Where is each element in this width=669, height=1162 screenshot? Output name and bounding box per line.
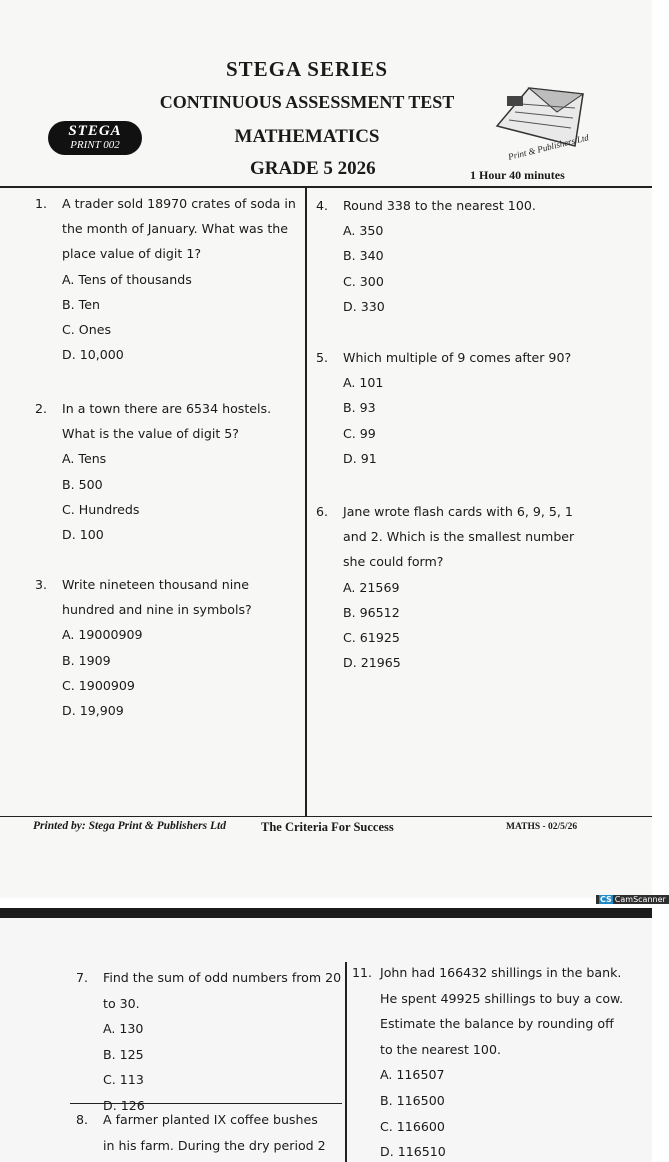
answer-option: A. 101: [343, 375, 384, 391]
question-text: the month of January. What was the: [62, 221, 288, 237]
question-text: Jane wrote flash cards with 6, 9, 5, 1: [343, 504, 573, 519]
answer-option: D. 10,000: [62, 347, 124, 363]
question-text: A trader sold 18970 crates of soda in: [62, 196, 296, 211]
svg-text:Print & Publishers Ltd: Print & Publishers Ltd: [507, 132, 590, 162]
question-text: A farmer planted IX coffee bushes: [103, 1112, 318, 1127]
question-text: John had 166432 shillings in the bank.: [380, 965, 622, 980]
answer-option: D. 91: [343, 450, 377, 466]
motto: The Criteria For Success: [261, 820, 394, 834]
question-number: 2.: [35, 401, 48, 416]
answer-option: C. 61925: [343, 630, 400, 645]
answer-option: D. 19,909: [62, 703, 124, 718]
answer-option: A. 350: [343, 223, 384, 239]
question-text: and 2. Which is the smallest number: [343, 529, 575, 545]
answer-option: A. 130: [103, 1021, 144, 1037]
question-text: to 30.: [103, 995, 140, 1011]
question-number: 1.: [35, 196, 48, 211]
question-number: 3.: [35, 577, 48, 592]
question-text: What is the value of digit 5?: [62, 426, 239, 442]
column-divider: [305, 187, 307, 817]
question-text: In a town there are 6534 hostels.: [62, 401, 272, 416]
question-text: Which multiple of 9 comes after 90?: [343, 350, 572, 365]
paper-code: MATHS - 02/5/26: [506, 822, 578, 832]
answer-option: D. 126: [103, 1098, 145, 1113]
answer-option: C. Hundreds: [62, 501, 140, 517]
question-number: 8.: [76, 1112, 89, 1127]
answer-option: D. 116510: [380, 1144, 446, 1160]
camscanner-badge: CS CamScanner: [596, 895, 669, 904]
assessment-title: CONTINUOUS ASSESSMENT TEST: [159, 92, 455, 112]
answer-option: A. 116507: [380, 1067, 445, 1083]
answer-option: B. 500: [62, 476, 103, 492]
answer-option: A. 21569: [343, 579, 400, 595]
answer-option: A. Tens of thousands: [62, 271, 192, 287]
question-number: 6.: [316, 504, 329, 519]
subject-title: MATHEMATICS: [234, 126, 380, 147]
question-text: in his farm. During the dry period 2: [103, 1137, 326, 1153]
answer-option: C. 300: [343, 273, 384, 289]
answer-option: C. 99: [343, 425, 376, 441]
printed-by: Printed by: Stega Print & Publishers Ltd: [33, 820, 226, 832]
answer-option: A. 19000909: [62, 627, 143, 643]
footer-divider: [0, 816, 652, 817]
question-number: 7.: [76, 970, 89, 985]
publisher-logo-icon: [487, 80, 591, 164]
question-text: to the nearest 100.: [380, 1041, 501, 1057]
question-text: hundred and nine in symbols?: [62, 602, 252, 618]
question-text: Find the sum of odd numbers from 20: [103, 970, 342, 985]
header-divider: [0, 186, 652, 188]
answer-option: B. Ten: [62, 296, 100, 312]
column-divider-2: [345, 962, 347, 1162]
answer-option: D. 100: [62, 527, 104, 542]
answer-option: C. 116600: [380, 1118, 445, 1134]
question-text: Round 338 to the nearest 100.: [343, 198, 536, 213]
question-number: 11.: [352, 965, 373, 980]
question-number: 4.: [316, 198, 329, 213]
answer-option: C. 1900909: [62, 677, 135, 693]
answer-option: B. 116500: [380, 1093, 445, 1108]
question-text: Estimate the balance by rounding off: [380, 1016, 614, 1032]
question-text: Write nineteen thousand nine: [62, 577, 249, 592]
answer-option: D. 21965: [343, 655, 401, 671]
answer-option: D. 330: [343, 298, 385, 314]
answer-option: C. 113: [103, 1072, 144, 1088]
answer-option: B. 125: [103, 1046, 144, 1062]
question-text: He spent 49925 shillings to buy a cow.: [380, 990, 624, 1006]
stega-logo: STEGA PRINT 002: [48, 121, 142, 155]
answer-option: B. 340: [343, 248, 384, 264]
series-title: STEGA SERIES: [226, 57, 388, 81]
exam-page-2: [0, 918, 652, 1162]
scan-strip: [0, 898, 652, 908]
answer-option: B. 1909: [62, 652, 111, 668]
question-number: 5.: [316, 350, 329, 365]
duration: 1 Hour 40 minutes: [470, 168, 565, 182]
answer-option: B. 96512: [343, 604, 400, 620]
answer-option: B. 93: [343, 400, 376, 416]
grade-year: GRADE 5 2026: [250, 158, 376, 179]
page-gap: [0, 908, 652, 918]
question-text: she could form?: [343, 554, 444, 570]
answer-option: A. Tens: [62, 451, 107, 467]
answer-option: C. Ones: [62, 322, 112, 337]
question-text: place value of digit 1?: [62, 246, 202, 262]
